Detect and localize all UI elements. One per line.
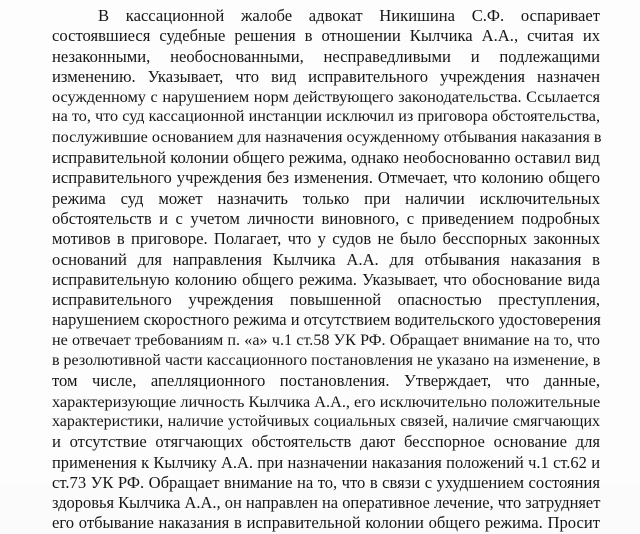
text-line: его отбывание наказания в исправительной колонии общего режима. Просит bbox=[52, 513, 600, 533]
text-line: том числе, апелляционного постановления. Утверждает, что данные, bbox=[52, 371, 600, 391]
document-paragraph bbox=[52, 6, 600, 534]
text-line: обстоятельств и с учетом личности виновного, с приведением подробных bbox=[52, 208, 600, 228]
text-line: характеристики, наличие устойчивых социальных связей, наличие смягчающих bbox=[52, 412, 600, 430]
text-line: нарушением скоростного режима и отсутствием водительского удостоверения bbox=[52, 310, 601, 330]
text-line: и отсутствие отягчающих обстоятельств дают бесспорное основание для bbox=[52, 432, 600, 452]
text-line: оснований для направления Кылчика А.А. для отбывания наказания в bbox=[52, 249, 600, 269]
text-line: мотивов в приговоре. Полагает, что у судов не было бесспорных законных bbox=[52, 229, 600, 249]
text-line: исправительной колонии общего режима, однако необоснованно оставил вид bbox=[52, 148, 600, 168]
text-line: исправительного учреждения без изменения. Отмечает, что колонию общего bbox=[52, 168, 600, 188]
text-line: не отвечает требованиям п. «а» ч.1 ст.58 УК РФ. Обращает внимание на то, что bbox=[52, 331, 600, 349]
text-line: В кассационной жалобе адвокат Никишина С.Ф. оспаривает bbox=[98, 6, 600, 25]
text-line: состоявшиеся судебные решения в отношении Кылчика А.А., считая их bbox=[52, 26, 600, 46]
text-line: исправительную колонию общего режима. Указывает, что обоснование вида bbox=[52, 269, 600, 289]
text-line: исправительного учреждения повышенной опасностью преступления, bbox=[52, 290, 600, 310]
text-line: послужившие основанием для назначения осужденному отбывания наказания в bbox=[52, 128, 602, 146]
text-line: ст.73 УК РФ. Обращает внимание на то, что в связи с ухудшением состояния bbox=[52, 472, 600, 492]
text-line: в резолютивной части кассационного постановления не указано на изменение, в bbox=[52, 352, 601, 370]
text-line: здоровья Кылчика А.А., он направлен на оперативное лечение, что затрудняет bbox=[52, 493, 601, 513]
text-line: изменению. Указывает, что вид исправительного учреждения назначен bbox=[52, 66, 600, 86]
text-line: осужденному с нарушением норм действующего законодательства. Ссылается bbox=[52, 87, 600, 107]
text-line: незаконными, необоснованными, несправедливыми и подлежащими bbox=[52, 46, 600, 66]
text-line: режима суд может назначить только при наличии исключительных bbox=[52, 188, 600, 208]
text-line: на то, что суд кассационной инстанции исключил из приговора обстоятельства, bbox=[52, 108, 600, 126]
text-line: характеризующие личность Кылчика А.А., его исключительно положительные bbox=[52, 391, 601, 411]
text-line: применения к Кылчику А.А. при назначении наказания положений ч.1 ст.62 и bbox=[52, 452, 600, 472]
